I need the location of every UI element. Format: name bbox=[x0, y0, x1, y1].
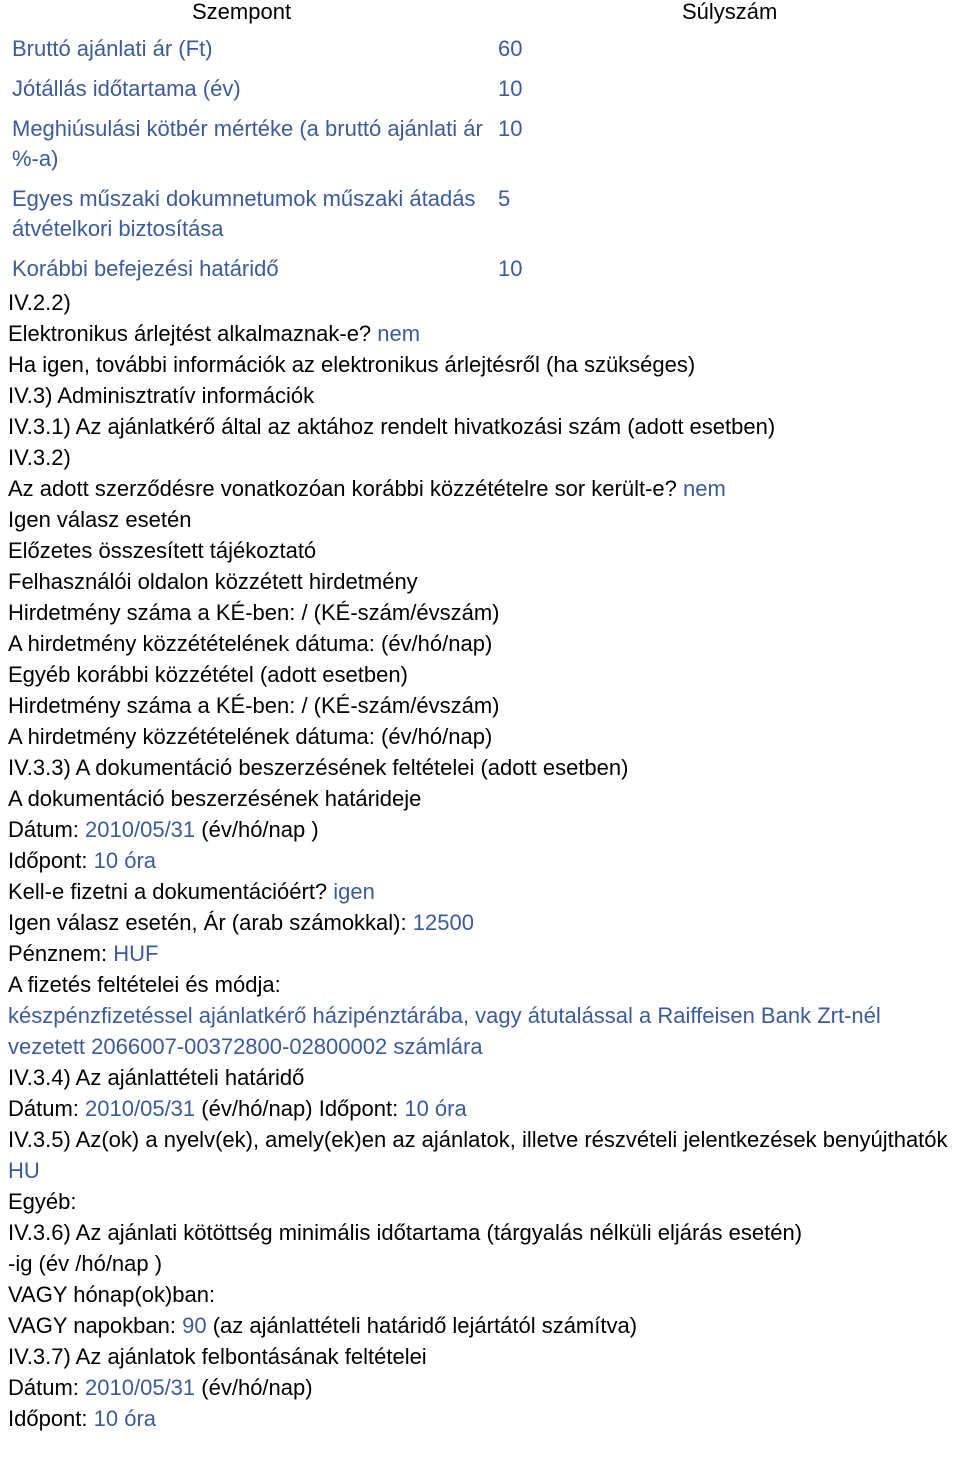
validity-days-note: (az ajánlattételi határidő lejártától számítva) bbox=[212, 1313, 638, 1338]
notice-date-label: A hirdetmény közzétételének dátuma: (év/hó/nap) bbox=[8, 631, 493, 656]
time-label: Időpont: bbox=[8, 1406, 88, 1431]
prior-publication-answer: nem bbox=[683, 476, 726, 501]
other-publication-label: Egyéb korábbi közzététel (adott esetben) bbox=[8, 662, 408, 687]
criterion-name: Bruttó ajánlati ár (Ft) bbox=[12, 36, 213, 61]
time-value: 10 óra bbox=[93, 848, 157, 873]
criterion-name: Egyes műszaki dokumnetumok műszaki átadás átvételkori biztosítása bbox=[12, 186, 476, 241]
criterion-weight: 5 bbox=[498, 186, 511, 211]
notice-number-label: Hirdetmény száma a KÉ-ben: / (KÉ-szám/évszám) bbox=[8, 693, 500, 718]
time-label: Időpont: bbox=[8, 848, 88, 873]
criterion-name: Meghiúsulási kötbér mértéke (a bruttó ajánlati ár %-a) bbox=[12, 116, 483, 171]
criterion-name: Korábbi befejezési határidő bbox=[12, 256, 279, 281]
criteria-row bbox=[3, 182, 558, 252]
payment-terms-value: készpénzfizetéssel ajánlatkérő házipénztárába, vagy átutalással a Raiffeisen Bank Zrt-nél vezetett 2066007-00372800-02800002 számlára bbox=[8, 1003, 881, 1059]
evaluation-criteria-table bbox=[3, 32, 558, 292]
opening-date-line bbox=[8, 1372, 956, 1403]
prior-notice-label: Előzetes összesített tájékoztató bbox=[8, 538, 317, 563]
other-language-label: Egyéb: bbox=[8, 1189, 77, 1214]
validity-days-value: 90 bbox=[182, 1313, 207, 1338]
time-label: Időpont: bbox=[318, 1096, 399, 1121]
eauction-info: Ha igen, további információk az elektronikus árlejtésről (ha szükséges) bbox=[8, 352, 696, 377]
notice-number-label: Hirdetmény száma a KÉ-ben: / (KÉ-szám/évszám) bbox=[8, 600, 500, 625]
section-heading-iv35: IV.3.5) Az(ok) a nyelv(ek), amely(ek)en az ajánlatok, illetve részvételi jelentkezések benyújthatók bbox=[8, 1127, 948, 1152]
if-yes-label: Igen válasz esetén bbox=[8, 507, 192, 532]
time-value: 10 óra bbox=[404, 1096, 467, 1121]
section-heading-iv34: IV.3.4) Az ajánlattételi határidő bbox=[8, 1065, 305, 1090]
eauction-question: Elektronikus árlejtést alkalmaznak-e? bbox=[8, 321, 372, 346]
document-body bbox=[8, 287, 956, 1434]
date-format: (év/hó/nap ) bbox=[201, 817, 319, 842]
opening-time-line bbox=[8, 1403, 956, 1434]
prior-publication-line bbox=[8, 473, 956, 504]
criterion-column-header: Szempont bbox=[192, 0, 292, 24]
date-label: Dátum: bbox=[8, 817, 79, 842]
section-heading-iv31: IV.3.1) Az ajánlatkérő által az aktához rendelt hivatkozási szám (adott esetben) bbox=[8, 414, 776, 439]
currency-value: HUF bbox=[113, 941, 159, 966]
documentation-deadline-label: A dokumentáció beszerzésének határideje bbox=[8, 786, 422, 811]
date-value: 2010/05/31 bbox=[85, 1096, 196, 1121]
date-value: 2010/05/31 bbox=[85, 1375, 196, 1400]
payment-question: Kell-e fizetni a dokumentációért? bbox=[8, 879, 328, 904]
section-heading-iv36: IV.3.6) Az ajánlati kötöttség minimális időtartama (tárgyalás nélküli eljárás esetén) bbox=[8, 1220, 803, 1245]
date-label: Dátum: bbox=[8, 1096, 79, 1121]
validity-until-label: -ig (év /hó/nap ) bbox=[8, 1251, 163, 1276]
validity-days-label: VAGY napokban: bbox=[8, 1313, 176, 1338]
criterion-weight: 10 bbox=[498, 256, 523, 281]
time-value: 10 óra bbox=[93, 1406, 157, 1431]
criterion-weight: 10 bbox=[498, 76, 523, 101]
buyer-profile-label: Felhasználói oldalon közzétett hirdetmény bbox=[8, 569, 418, 594]
documentation-date-line bbox=[8, 814, 956, 845]
weight-column-header: Súlyszám bbox=[682, 0, 778, 24]
payment-terms-label: A fizetés feltételei és módja: bbox=[8, 972, 281, 997]
date-value: 2010/05/31 bbox=[85, 817, 196, 842]
section-heading-iv37: IV.3.7) Az ajánlatok felbontásának feltételei bbox=[8, 1344, 427, 1369]
documentation-time-line bbox=[8, 845, 956, 876]
price-label: Igen válasz esetén, Ár (arab számokkal): bbox=[8, 910, 407, 935]
validity-days-line bbox=[8, 1310, 956, 1341]
section-heading-iv22: IV.2.2) bbox=[8, 290, 71, 315]
criterion-name: Jótállás időtartama (év) bbox=[12, 76, 241, 101]
validity-months-label: VAGY hónap(ok)ban: bbox=[8, 1282, 216, 1307]
payment-answer: igen bbox=[333, 879, 375, 904]
criteria-row bbox=[3, 252, 558, 292]
tender-deadline-line bbox=[8, 1093, 956, 1124]
prior-publication-question: Az adott szerződésre vonatkozóan korábbi közzétételre sor került-e? bbox=[8, 476, 677, 501]
section-heading-iv33: IV.3.3) A dokumentáció beszerzésének feltételei (adott esetben) bbox=[8, 755, 629, 780]
criteria-row bbox=[3, 32, 558, 72]
eauction-line bbox=[8, 318, 956, 349]
section-heading-iv3: IV.3) Adminisztratív információk bbox=[8, 383, 315, 408]
criteria-row bbox=[3, 72, 558, 112]
currency-line bbox=[8, 938, 956, 969]
date-format: (év/hó/nap) bbox=[201, 1096, 313, 1121]
criterion-weight: 10 bbox=[498, 116, 523, 141]
language-value: HU bbox=[8, 1158, 40, 1183]
criterion-weight: 60 bbox=[498, 36, 523, 61]
payment-line bbox=[8, 876, 956, 907]
section-heading-iv32: IV.3.2) bbox=[8, 445, 71, 470]
date-format: (év/hó/nap) bbox=[201, 1375, 313, 1400]
eauction-answer: nem bbox=[377, 321, 421, 346]
notice-date-label: A hirdetmény közzétételének dátuma: (év/hó/nap) bbox=[8, 724, 493, 749]
price-line bbox=[8, 907, 956, 938]
date-label: Dátum: bbox=[8, 1375, 79, 1400]
currency-label: Pénznem: bbox=[8, 941, 108, 966]
price-value: 12500 bbox=[412, 910, 474, 935]
criteria-row bbox=[3, 112, 558, 182]
